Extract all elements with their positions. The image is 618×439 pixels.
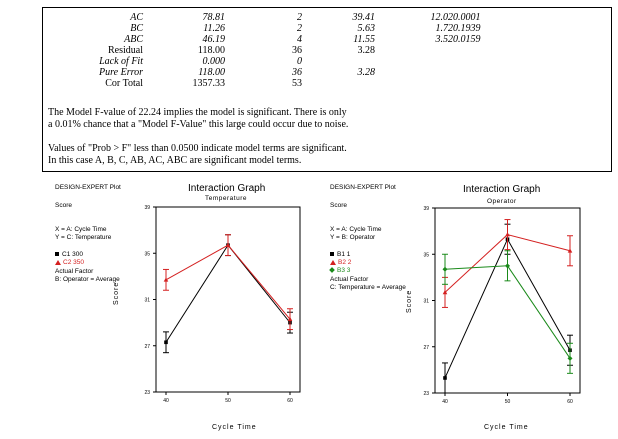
anova-cell-ss: 118.00: [198, 67, 225, 78]
plot2-title: Interaction Graph: [463, 184, 541, 195]
plot1-y-factor: Y = C: Temperature: [55, 234, 112, 241]
y-tick-label: 39: [144, 205, 150, 211]
legend-square-marker: [55, 252, 59, 256]
y-tick-label: 39: [423, 206, 429, 212]
plot1-chart: [130, 200, 310, 410]
legend-diamond-marker: [329, 267, 335, 273]
anova-row: [43, 78, 611, 90]
plot2-y-factor: Y = B: Operator: [330, 234, 376, 241]
plot1-title: Interaction Graph: [188, 183, 266, 194]
plot2-header: DESIGN-EXPERT Plot: [330, 184, 396, 191]
plot1-x-factor: X = A: Cycle Time: [55, 226, 107, 233]
anova-cell-df: 2: [297, 23, 302, 34]
anova-cell-df: 53: [292, 78, 302, 89]
anova-cell-f: 1.72: [435, 23, 453, 34]
x-tick-label: 60: [287, 398, 293, 404]
plot2-legend-3: [330, 267, 350, 275]
y-tick-label: 35: [423, 252, 429, 259]
anova-cell-f: 12.02: [430, 12, 453, 23]
data-point: [164, 340, 168, 344]
model-f-paragraph-line-1: The Model F-value of 22.24 implies the model is significant. There is only: [48, 107, 347, 118]
model-f-paragraph-line-2: a 0.01% chance that a "Model F-Value" this large could occur due to noise.: [48, 119, 349, 130]
anova-cell-source: Cor Total: [105, 78, 143, 89]
prob-paragraph-line-1: Values of "Prob > F" less than 0.0500 indicate model terms are significant.: [48, 143, 347, 154]
y-tick-label: 27: [144, 343, 150, 350]
anova-cell-df: 36: [292, 45, 302, 56]
y-tick-label: 31: [423, 298, 429, 305]
plot2-actual-factor-label: Actual Factor: [330, 276, 369, 283]
plot1-legend-2-label: C2 350: [63, 259, 84, 266]
anova-cell-f: 3.52: [435, 34, 453, 45]
plot1-header: DESIGN-EXPERT Plot: [55, 184, 121, 191]
anova-cell-ms: 3.28: [357, 67, 375, 78]
anova-cell-source: BC: [130, 23, 143, 34]
y-tick-label: 27: [423, 344, 429, 351]
anova-cell-source: Residual: [108, 45, 143, 56]
anova-cell-df: 4: [297, 34, 302, 45]
anova-cell-source: Lack of Fit: [99, 56, 143, 67]
anova-cell-p: 0.1939: [453, 23, 481, 34]
anova-cell-source: AC: [130, 12, 143, 23]
y-tick-label: 35: [144, 251, 150, 258]
anova-cell-df: 2: [297, 12, 302, 23]
plot1-legend-1: [55, 251, 83, 259]
anova-cell-ss: 0.000: [202, 56, 225, 67]
plot1-actual-factor-label: Actual Factor: [55, 268, 94, 275]
anova-table-box: [42, 7, 612, 172]
anova-cell-p: 0.0159: [453, 34, 481, 45]
anova-cell-ss: 78.81: [202, 12, 225, 23]
plot2-xlabel: Cycle Time: [484, 424, 529, 431]
plot2-x-factor: X = A: Cycle Time: [330, 226, 382, 233]
anova-cell-ms: 39.41: [352, 12, 375, 23]
plot2-legend-1: [330, 251, 350, 259]
plot1-actual-factor: B: Operator = Average: [55, 276, 120, 283]
plot2-legend-3-label: B3 3: [337, 267, 351, 274]
anova-cell-ss: 1357.33: [192, 78, 225, 89]
anova-cell-ms: 3.28: [357, 45, 375, 56]
plot2-legend-2: [330, 259, 351, 267]
plot2-legend-1-label: B1 1: [337, 251, 351, 258]
anova-cell-ms: 5.63: [357, 23, 375, 34]
plot2-response: Score: [330, 202, 347, 209]
anova-cell-ms: 11.55: [353, 34, 375, 45]
y-tick-label: 31: [144, 297, 150, 304]
prob-paragraph-line-2: In this case A, B, C, AB, AC, ABC are significant model terms.: [48, 155, 302, 166]
y-tick-label: 23: [144, 390, 150, 396]
plot2-ylabel: Score: [406, 289, 413, 313]
plot2-chart: [420, 200, 590, 410]
plot2-actual-factor: C: Temperature = Average: [330, 284, 406, 291]
x-tick-label: 40: [163, 398, 169, 404]
anova-cell-df: 0: [297, 56, 302, 67]
anova-cell-ss: 46.19: [202, 34, 225, 45]
anova-cell-ss: 118.00: [197, 45, 225, 56]
legend-triangle-marker: [330, 260, 336, 265]
legend-triangle-marker: [55, 260, 61, 265]
data-point: [443, 376, 447, 380]
anova-cell-ss: 11.26: [203, 23, 225, 34]
x-tick-label: 50: [225, 398, 231, 404]
x-tick-label: 40: [442, 399, 448, 405]
y-tick-label: 23: [423, 391, 429, 397]
x-tick-label: 50: [504, 399, 511, 405]
plot1-legend-1-label: C1 300: [62, 251, 83, 258]
plot1-ylabel: Score: [113, 281, 120, 305]
plot2-legend-2-label: B2 2: [338, 259, 352, 266]
anova-cell-p: 0.0001: [453, 12, 481, 23]
anova-cell-source: ABC: [124, 34, 143, 45]
legend-square-marker: [330, 252, 334, 256]
plot2-subtitle: Operator: [487, 198, 517, 205]
plot1-xlabel: Cycle Time: [212, 424, 257, 431]
anova-cell-df: 36: [292, 67, 302, 78]
plot1-legend-2: [55, 259, 84, 267]
plot1-subtitle: Temperature: [205, 195, 247, 202]
x-tick-label: 60: [567, 399, 573, 405]
anova-cell-source: Pure Error: [99, 67, 143, 78]
plot1-response: Score: [55, 202, 72, 209]
